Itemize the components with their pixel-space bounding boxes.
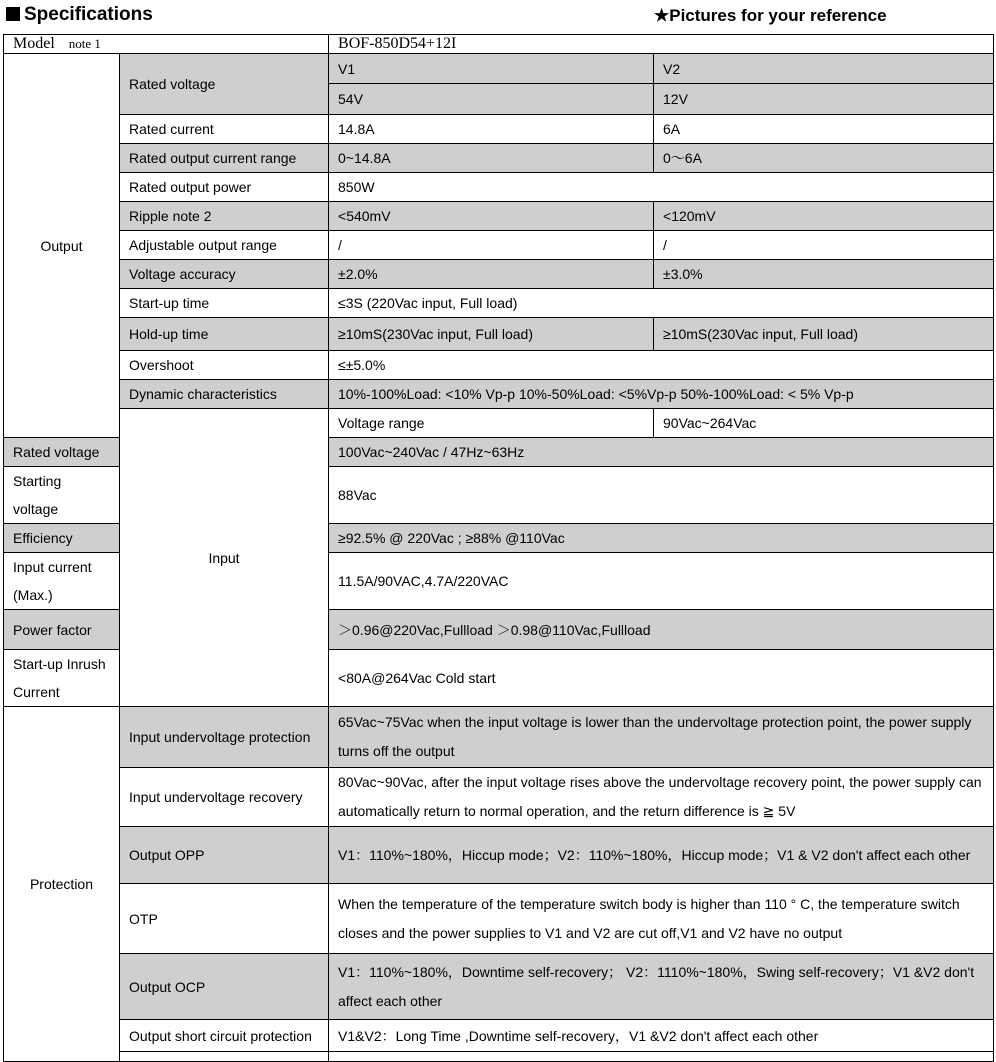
table-row — [4, 380, 994, 409]
cell-v2: <120mV — [654, 202, 994, 231]
row-label: Output OPP — [120, 827, 329, 884]
table-row — [4, 707, 994, 768]
cell-v1: / — [329, 231, 654, 260]
row-label: Input current (Max.) — [4, 553, 120, 610]
row-label: Output OCP — [120, 954, 329, 1020]
cell-value: V1：110%~180%，Downtime self-recovery； V2：1110%~180%，Swing self-recovery；V1 &V2 don't affect each other — [329, 954, 994, 1020]
specifications-table — [3, 34, 994, 1062]
row-label-empty — [120, 1052, 329, 1062]
table-row — [4, 768, 994, 827]
table-row — [4, 231, 994, 260]
cell-v2: ±3.0% — [654, 260, 994, 289]
row-label: Input undervoltage recovery — [120, 768, 329, 827]
table-row — [4, 351, 994, 380]
row-label: Starting voltage — [4, 467, 120, 524]
cell-v2: ≥10mS(230Vac input, Full load) — [654, 318, 994, 351]
row-label: Rated voltage — [4, 438, 120, 467]
v1-header: V1 — [329, 54, 654, 84]
cell-value: 88Vac — [329, 467, 994, 524]
model-label-cell — [4, 35, 329, 54]
cell-v1: <540mV — [329, 202, 654, 231]
cell-value: <80A@264Vac Cold start — [329, 650, 994, 707]
cell-value-empty — [329, 1052, 994, 1062]
row-label: Input undervoltage protection — [120, 707, 329, 768]
spec-header — [0, 0, 996, 32]
table-row — [4, 409, 994, 438]
model-label: Model — [13, 35, 55, 52]
row-label: Efficiency — [4, 524, 120, 553]
cell-value: When the temperature of the temperature switch body is higher than 110 ° C, the temperature switch closes and the power supplies to V1 and V2 are cut off,V1 and V2 have no output — [329, 884, 994, 954]
cell-value: V1&V2：Long Time ,Downtime self-recovery，V1 &V2 don't affect each other — [329, 1020, 994, 1052]
table-row — [4, 144, 994, 173]
table-row — [4, 954, 994, 1020]
row-label: Adjustable output range — [120, 231, 329, 260]
cell-v1: 0~14.8A — [329, 144, 654, 173]
cell-value: 850W — [329, 173, 994, 202]
table-row — [4, 173, 994, 202]
cell-value: 100Vac~240Vac / 47Hz~63Hz — [329, 438, 994, 467]
cell-value: 80Vac~90Vac, after the input voltage rises above the undervoltage recovery point, the power supply can automatically return to normal operation, and the return difference is ≧ 5V — [329, 768, 994, 827]
row-label: Start-up Inrush Current — [4, 650, 120, 707]
cell-value: V1：110%~180%，Hiccup mode；V2：110%~180%，Hiccup mode；V1 & V2 don't affect each other — [329, 827, 994, 884]
row-label: Rated voltage — [120, 54, 329, 115]
cell-v2: 6A — [654, 115, 994, 144]
row-label: Dynamic characteristics — [120, 380, 329, 409]
row-label: Voltage accuracy — [120, 260, 329, 289]
cell-v1: ±2.0% — [329, 260, 654, 289]
cell-v2: 12V — [654, 84, 994, 115]
cell-value: 11.5A/90VAC,4.7A/220VAC — [329, 553, 994, 610]
specifications-title: Specifications — [24, 4, 153, 25]
cell-value: ≤±5.0% — [329, 351, 994, 380]
table-row — [4, 1020, 994, 1052]
row-label: Overshoot — [120, 351, 329, 380]
cell-value: 90Vac~264Vac — [654, 409, 994, 438]
table-row — [4, 202, 994, 231]
v2-header: V2 — [654, 54, 994, 84]
cell-value: 65Vac~75Vac when the input voltage is lower than the undervoltage protection point, the power supply turns off the output — [329, 707, 994, 768]
row-label: Rated output current range — [120, 144, 329, 173]
cell-v1: ≥10mS(230Vac input, Full load) — [329, 318, 654, 351]
specifications-heading — [6, 4, 153, 26]
section-protection: Protection — [4, 707, 120, 1062]
cell-v2: / — [654, 231, 994, 260]
table-row — [4, 1052, 994, 1062]
row-label: Hold-up time — [120, 318, 329, 351]
model-row — [4, 35, 994, 54]
cell-v2: 0～6A — [654, 144, 994, 173]
cell-value: 10%-100%Load: <10% Vp-p 10%-50%Load: <5%Vp-p 50%-100%Load: < 5% Vp-p — [329, 380, 994, 409]
table-row — [4, 115, 994, 144]
model-value: BOF-850D54+12I — [329, 35, 994, 54]
row-label: OTP — [120, 884, 329, 954]
table-row — [4, 318, 994, 351]
black-square-icon — [6, 7, 20, 21]
row-label: Rated output power — [120, 173, 329, 202]
table-row — [4, 260, 994, 289]
row-label: Rated current — [120, 115, 329, 144]
row-label: Power factor — [4, 610, 120, 650]
row-label: Voltage range — [329, 409, 654, 438]
table-row — [4, 827, 994, 884]
pictures-reference-note: ★Pictures for your reference — [654, 6, 887, 25]
cell-v1: 14.8A — [329, 115, 654, 144]
cell-value: ≤3S (220Vac input, Full load) — [329, 289, 994, 318]
table-row — [4, 54, 994, 84]
model-note: note 1 — [68, 36, 101, 51]
row-label: Output short circuit protection — [120, 1020, 329, 1052]
table-row — [4, 884, 994, 954]
cell-v1: 54V — [329, 84, 654, 115]
row-label: Start-up time — [120, 289, 329, 318]
cell-value: ≥92.5% @ 220Vac ; ≥88% @110Vac — [329, 524, 994, 553]
table-row — [4, 289, 994, 318]
section-input: Input — [120, 409, 329, 707]
row-label: Ripple note 2 — [120, 202, 329, 231]
section-output: Output — [4, 54, 120, 438]
cell-value: ＞0.96@220Vac,Fullload ＞0.98@110Vac,Fullload — [329, 610, 994, 650]
